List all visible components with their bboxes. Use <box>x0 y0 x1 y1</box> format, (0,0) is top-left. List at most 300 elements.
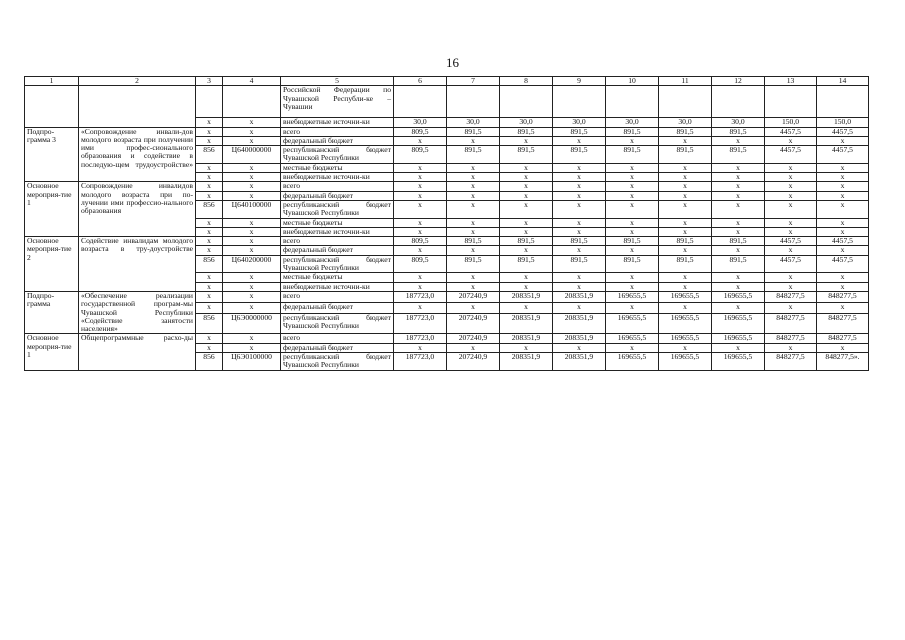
table-row <box>25 86 869 118</box>
value-cell: x <box>712 273 765 282</box>
value-cell: x <box>553 282 606 291</box>
value-cell: 208351,9 <box>500 353 553 371</box>
code-cell: x <box>223 163 281 172</box>
header-cell: 10 <box>606 77 659 86</box>
value-cell: 891,5 <box>500 255 553 273</box>
value-cell: x <box>659 227 712 236</box>
value-cell: x <box>659 273 712 282</box>
funding-source-cell: республиканский бюджет Чувашской Республики <box>281 353 394 371</box>
value-cell: x <box>659 218 712 227</box>
header-cell: 12 <box>712 77 765 86</box>
code-cell: x <box>223 191 281 200</box>
grbs-cell: x <box>196 237 223 246</box>
value-cell: 891,5 <box>659 127 712 136</box>
code-cell: Ц6Э0100000 <box>223 353 281 371</box>
value-cell: 4457,5 <box>817 237 869 246</box>
value-cell: x <box>394 246 447 255</box>
blank-cell <box>817 86 869 118</box>
value-cell: x <box>553 227 606 236</box>
value-cell: x <box>553 343 606 352</box>
value-cell: 848277,5 <box>765 313 817 334</box>
value-cell: 208351,9 <box>500 313 553 334</box>
blank-cell <box>25 86 79 127</box>
value-cell: x <box>500 282 553 291</box>
value-cell: 187723,0 <box>394 334 447 343</box>
value-cell: 30,0 <box>712 118 765 127</box>
value-cell: x <box>606 173 659 182</box>
value-cell: 891,5 <box>447 255 500 273</box>
blank-cell <box>659 86 712 118</box>
value-cell: 848277,5 <box>817 291 869 302</box>
value-cell: x <box>817 173 869 182</box>
value-cell: x <box>765 227 817 236</box>
value-cell: x <box>553 218 606 227</box>
funding-source-cell: местные бюджеты <box>281 273 394 282</box>
value-cell: 30,0 <box>500 118 553 127</box>
value-cell: x <box>447 136 500 145</box>
value-cell: x <box>553 302 606 313</box>
value-cell: x <box>817 200 869 218</box>
value-cell: 4457,5 <box>765 237 817 246</box>
value-cell: 169655,5 <box>659 313 712 334</box>
section-description-cell: «Обеспечение реализации государственной програм-мы Чувашской Республики «Содействие занятости населения» <box>79 291 196 333</box>
value-cell: x <box>500 343 553 352</box>
header-cell: 4 <box>223 77 281 86</box>
code-cell: Ц6Э0000000 <box>223 313 281 334</box>
value-cell: x <box>500 218 553 227</box>
value-cell: x <box>765 282 817 291</box>
funding-source-cell: местные бюджеты <box>281 163 394 172</box>
value-cell: x <box>394 282 447 291</box>
value-cell: 848277,5 <box>765 291 817 302</box>
funding-source-cell: внебюджетные источни-ки <box>281 227 394 236</box>
funding-source-cell: местные бюджеты <box>281 218 394 227</box>
grbs-cell: x <box>196 334 223 343</box>
value-cell: x <box>447 246 500 255</box>
grbs-cell: x <box>196 282 223 291</box>
section-description-cell: Содействие инвалидам молодого возраста в тру-доустройстве <box>79 237 196 292</box>
grbs-cell: x <box>196 118 223 127</box>
code-cell: x <box>223 127 281 136</box>
code-cell: x <box>223 302 281 313</box>
value-cell: x <box>500 200 553 218</box>
value-cell: x <box>394 200 447 218</box>
section-title-cell: Подпро-грамма 3 <box>25 127 79 182</box>
value-cell: 891,5 <box>447 146 500 164</box>
value-cell: 169655,5 <box>712 313 765 334</box>
value-cell: 207240,9 <box>447 353 500 371</box>
section-description-cell: Общепрограммные расхо-ды <box>79 334 196 370</box>
value-cell: 169655,5 <box>606 291 659 302</box>
funding-source-cell: республиканский бюджет Чувашской Республики <box>281 313 394 334</box>
value-cell: 809,5 <box>394 146 447 164</box>
blank-cell <box>223 86 281 118</box>
value-cell: x <box>817 273 869 282</box>
value-cell: x <box>659 302 712 313</box>
grbs-cell: x <box>196 227 223 236</box>
value-cell: x <box>447 343 500 352</box>
value-cell: x <box>447 218 500 227</box>
value-cell: 30,0 <box>394 118 447 127</box>
value-cell: 4457,5 <box>817 127 869 136</box>
blank-cell <box>606 86 659 118</box>
value-cell: x <box>394 136 447 145</box>
budget-table <box>24 76 869 371</box>
value-cell: 4457,5 <box>817 255 869 273</box>
header-cell: 5 <box>281 77 394 86</box>
funding-source-cell: федеральный бюджет <box>281 136 394 145</box>
value-cell: x <box>712 227 765 236</box>
value-cell: x <box>606 343 659 352</box>
grbs-cell: x <box>196 182 223 191</box>
value-cell: x <box>817 191 869 200</box>
table-body <box>25 77 869 371</box>
header-cell: 2 <box>79 77 196 86</box>
value-cell: x <box>606 218 659 227</box>
value-cell: 187723,0 <box>394 353 447 371</box>
value-cell: x <box>606 200 659 218</box>
code-cell: x <box>223 343 281 352</box>
value-cell: 208351,9 <box>553 334 606 343</box>
value-cell: 169655,5 <box>712 353 765 371</box>
value-cell: 891,5 <box>553 146 606 164</box>
value-cell: 169655,5 <box>659 334 712 343</box>
value-cell: 891,5 <box>712 146 765 164</box>
grbs-cell: x <box>196 127 223 136</box>
value-cell: 187723,0 <box>394 291 447 302</box>
value-cell: 891,5 <box>606 146 659 164</box>
funding-source-cell: республиканский бюджет Чувашской Республики <box>281 255 394 273</box>
value-cell: 848277,5 <box>817 334 869 343</box>
value-cell: x <box>500 273 553 282</box>
value-cell: 848277,5 <box>817 313 869 334</box>
funding-source-cell: всего <box>281 237 394 246</box>
table-row <box>25 237 869 246</box>
value-cell: x <box>553 191 606 200</box>
code-cell: x <box>223 273 281 282</box>
funding-source-cell: федеральный бюджет <box>281 191 394 200</box>
value-cell: 809,5 <box>394 237 447 246</box>
value-cell: x <box>447 302 500 313</box>
table-row <box>25 182 869 191</box>
value-cell: x <box>659 173 712 182</box>
value-cell: x <box>817 218 869 227</box>
value-cell: x <box>394 191 447 200</box>
funding-source-cell: всего <box>281 334 394 343</box>
value-cell: x <box>606 182 659 191</box>
funding-source-cell: федеральный бюджет <box>281 302 394 313</box>
value-cell: x <box>553 273 606 282</box>
blank-cell <box>765 86 817 118</box>
value-cell: 30,0 <box>606 118 659 127</box>
code-cell: x <box>223 334 281 343</box>
value-cell: x <box>606 273 659 282</box>
value-cell: x <box>394 302 447 313</box>
grbs-cell: x <box>196 302 223 313</box>
value-cell: x <box>447 182 500 191</box>
value-cell: 169655,5 <box>606 313 659 334</box>
value-cell: x <box>394 173 447 182</box>
value-cell: 207240,9 <box>447 334 500 343</box>
value-cell: 208351,9 <box>500 334 553 343</box>
value-cell: x <box>765 191 817 200</box>
code-cell: x <box>223 218 281 227</box>
value-cell: x <box>447 227 500 236</box>
value-cell: x <box>817 302 869 313</box>
value-cell: x <box>500 246 553 255</box>
value-cell: x <box>659 246 712 255</box>
value-cell: x <box>553 173 606 182</box>
value-cell: 169655,5 <box>659 291 712 302</box>
blank-cell <box>79 86 196 127</box>
header-cell: 11 <box>659 77 712 86</box>
funding-source-cell: Российской Федерации по Чувашской Республи-ке – Чувашии <box>281 86 394 118</box>
value-cell: 891,5 <box>447 237 500 246</box>
value-cell: x <box>447 200 500 218</box>
value-cell: x <box>659 343 712 352</box>
funding-source-cell: внебюджетные источни-ки <box>281 173 394 182</box>
value-cell: x <box>606 163 659 172</box>
page-number: 16 <box>446 55 459 70</box>
grbs-cell: x <box>196 246 223 255</box>
value-cell: 4457,5 <box>765 255 817 273</box>
value-cell: x <box>500 302 553 313</box>
table-row <box>25 334 869 343</box>
value-cell: 4457,5 <box>765 146 817 164</box>
value-cell: x <box>712 343 765 352</box>
value-cell: x <box>394 273 447 282</box>
table-row <box>25 127 869 136</box>
code-cell: x <box>223 282 281 291</box>
value-cell: x <box>712 302 765 313</box>
value-cell: x <box>659 163 712 172</box>
value-cell: 848277,5 <box>765 334 817 343</box>
value-cell: 891,5 <box>553 237 606 246</box>
value-cell: 30,0 <box>553 118 606 127</box>
value-cell: 891,5 <box>606 237 659 246</box>
funding-source-cell: федеральный бюджет <box>281 343 394 352</box>
value-cell: 208351,9 <box>500 291 553 302</box>
table-row <box>25 291 869 302</box>
value-cell: 208351,9 <box>553 313 606 334</box>
value-cell: x <box>500 136 553 145</box>
value-cell: x <box>712 136 765 145</box>
value-cell: 169655,5 <box>712 334 765 343</box>
value-cell: x <box>817 163 869 172</box>
section-title-cell: Подпро-грамма <box>25 291 79 333</box>
header-cell: 14 <box>817 77 869 86</box>
header-cell: 1 <box>25 77 79 86</box>
value-cell: x <box>500 182 553 191</box>
code-cell: Ц640100000 <box>223 200 281 218</box>
header-row <box>25 77 869 86</box>
value-cell: x <box>606 136 659 145</box>
value-cell: x <box>447 173 500 182</box>
value-cell: 891,5 <box>712 237 765 246</box>
value-cell: x <box>712 163 765 172</box>
value-cell: x <box>500 163 553 172</box>
value-cell: 891,5 <box>447 127 500 136</box>
grbs-cell: x <box>196 191 223 200</box>
value-cell: x <box>659 282 712 291</box>
value-cell: 4457,5 <box>817 146 869 164</box>
funding-source-cell: внебюджетные источни-ки <box>281 282 394 291</box>
value-cell: 4457,5 <box>765 127 817 136</box>
value-cell: x <box>606 302 659 313</box>
value-cell: 207240,9 <box>447 313 500 334</box>
code-cell: x <box>223 182 281 191</box>
value-cell: x <box>712 218 765 227</box>
blank-cell <box>394 86 447 118</box>
funding-source-cell: всего <box>281 182 394 191</box>
value-cell: x <box>765 218 817 227</box>
value-cell: x <box>500 227 553 236</box>
header-cell: 13 <box>765 77 817 86</box>
section-description-cell: «Сопровождение инвали-дов молодого возраста при получении ими профес-сионального образования и содействие в последую-щем трудоустройстве» <box>79 127 196 182</box>
value-cell: 891,5 <box>659 255 712 273</box>
code-cell: x <box>223 136 281 145</box>
value-cell: x <box>394 182 447 191</box>
value-cell: x <box>553 136 606 145</box>
code-cell: x <box>223 291 281 302</box>
value-cell: x <box>817 182 869 191</box>
value-cell: 891,5 <box>500 146 553 164</box>
value-cell: x <box>817 282 869 291</box>
header-cell: 3 <box>196 77 223 86</box>
value-cell: x <box>394 343 447 352</box>
grbs-cell: x <box>196 163 223 172</box>
code-cell: Ц640200000 <box>223 255 281 273</box>
value-cell: 207240,9 <box>447 291 500 302</box>
value-cell: x <box>765 173 817 182</box>
value-cell: x <box>817 136 869 145</box>
value-cell: x <box>765 182 817 191</box>
value-cell: 891,5 <box>606 127 659 136</box>
section-title-cell: Основное мероприя-тие 1 <box>25 334 79 370</box>
value-cell: x <box>553 246 606 255</box>
value-cell: x <box>500 173 553 182</box>
section-title-cell: Основное мероприя-тие 2 <box>25 237 79 292</box>
value-cell: 891,5 <box>553 127 606 136</box>
value-cell: x <box>447 282 500 291</box>
value-cell: x <box>606 227 659 236</box>
value-cell: 891,5 <box>500 127 553 136</box>
value-cell: x <box>394 163 447 172</box>
grbs-cell: x <box>196 343 223 352</box>
grbs-cell: x <box>196 273 223 282</box>
value-cell: x <box>659 200 712 218</box>
value-cell: x <box>712 246 765 255</box>
value-cell: x <box>606 282 659 291</box>
blank-cell <box>196 86 223 118</box>
value-cell: x <box>394 218 447 227</box>
value-cell: x <box>606 191 659 200</box>
value-cell: 848277,5». <box>817 353 869 371</box>
value-cell: x <box>765 163 817 172</box>
code-cell: x <box>223 227 281 236</box>
section-title-cell: Основное мероприя-тие 1 <box>25 182 79 237</box>
value-cell: 169655,5 <box>659 353 712 371</box>
code-cell: x <box>223 118 281 127</box>
blank-cell <box>447 86 500 118</box>
value-cell: 30,0 <box>447 118 500 127</box>
value-cell: x <box>500 191 553 200</box>
value-cell: 891,5 <box>712 255 765 273</box>
value-cell: x <box>553 200 606 218</box>
value-cell: 891,5 <box>606 255 659 273</box>
value-cell: x <box>712 182 765 191</box>
value-cell: 30,0 <box>659 118 712 127</box>
value-cell: 809,5 <box>394 255 447 273</box>
value-cell: x <box>712 191 765 200</box>
value-cell: 891,5 <box>659 237 712 246</box>
value-cell: x <box>765 246 817 255</box>
value-cell: 169655,5 <box>712 291 765 302</box>
blank-cell <box>500 86 553 118</box>
code-cell: x <box>223 237 281 246</box>
value-cell: x <box>447 163 500 172</box>
section-description-cell: Сопровождение инвалидов молодого возраста при по-лучении ими профессио-нального образования <box>79 182 196 237</box>
funding-source-cell: всего <box>281 291 394 302</box>
grbs-cell: 856 <box>196 353 223 371</box>
code-cell: x <box>223 173 281 182</box>
value-cell: x <box>712 282 765 291</box>
code-cell: Ц640000000 <box>223 146 281 164</box>
grbs-cell: x <box>196 136 223 145</box>
grbs-cell: 856 <box>196 255 223 273</box>
value-cell: 891,5 <box>712 127 765 136</box>
blank-cell <box>712 86 765 118</box>
value-cell: 891,5 <box>500 237 553 246</box>
value-cell: 208351,9 <box>553 353 606 371</box>
value-cell: x <box>765 302 817 313</box>
value-cell: 891,5 <box>659 146 712 164</box>
value-cell: x <box>765 273 817 282</box>
header-cell: 7 <box>447 77 500 86</box>
value-cell: 809,5 <box>394 127 447 136</box>
value-cell: x <box>765 136 817 145</box>
value-cell: 150,0 <box>765 118 817 127</box>
funding-source-cell: республиканский бюджет Чувашской Республики <box>281 200 394 218</box>
value-cell: 187723,0 <box>394 313 447 334</box>
value-cell: 169655,5 <box>606 353 659 371</box>
value-cell: 208351,9 <box>553 291 606 302</box>
value-cell: x <box>447 191 500 200</box>
header-cell: 8 <box>500 77 553 86</box>
blank-cell <box>553 86 606 118</box>
grbs-cell: x <box>196 291 223 302</box>
value-cell: x <box>712 173 765 182</box>
grbs-cell: 856 <box>196 146 223 164</box>
value-cell: x <box>606 246 659 255</box>
header-cell: 9 <box>553 77 606 86</box>
value-cell: 169655,5 <box>606 334 659 343</box>
funding-source-cell: внебюджетные источни-ки <box>281 118 394 127</box>
value-cell: 891,5 <box>553 255 606 273</box>
value-cell: x <box>817 246 869 255</box>
value-cell: x <box>447 273 500 282</box>
value-cell: 848277,5 <box>765 353 817 371</box>
value-cell: x <box>659 136 712 145</box>
funding-source-cell: республиканский бюджет Чувашской Республики <box>281 146 394 164</box>
value-cell: x <box>712 200 765 218</box>
value-cell: x <box>394 227 447 236</box>
funding-source-cell: федеральный бюджет <box>281 246 394 255</box>
funding-source-cell: всего <box>281 127 394 136</box>
value-cell: x <box>817 343 869 352</box>
value-cell: x <box>553 163 606 172</box>
value-cell: x <box>659 191 712 200</box>
